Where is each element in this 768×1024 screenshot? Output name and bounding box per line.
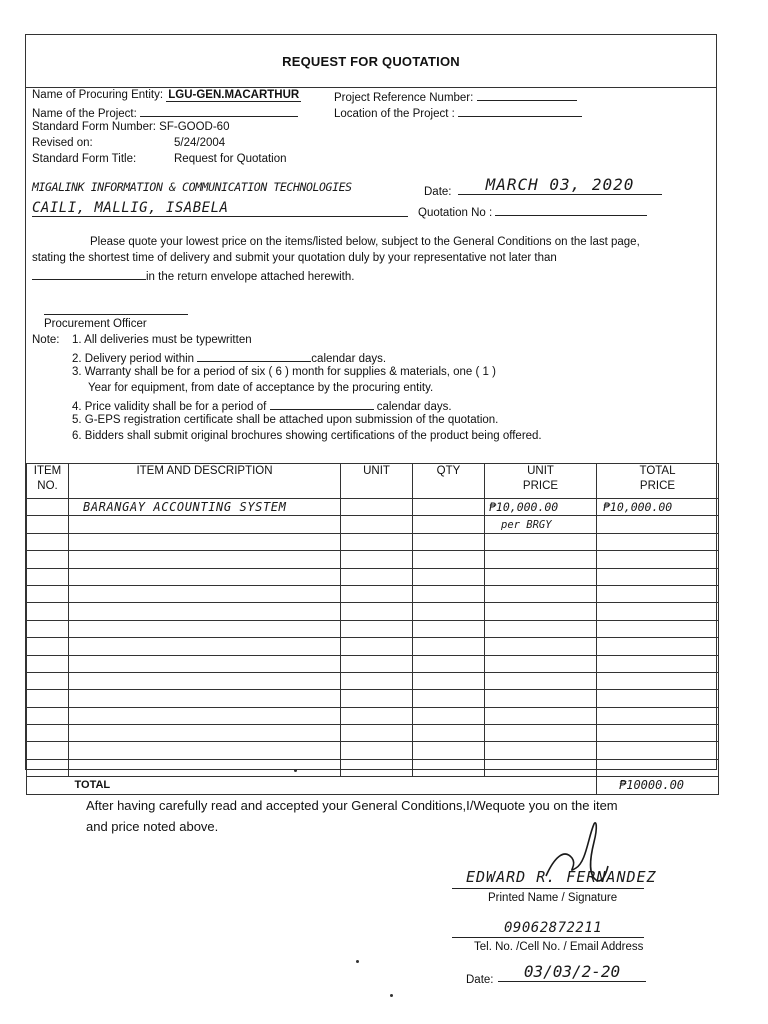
quotation-no-row — [418, 204, 647, 219]
supplier-address: CAILI, MALLIG, ISABELA — [32, 200, 408, 217]
project-location-row — [334, 105, 582, 120]
phone-number: 09062872211 — [504, 920, 603, 936]
procurement-officer-label: Procurement Officer — [44, 318, 147, 330]
note-2: 2. Delivery period within — [72, 353, 195, 365]
header-unit-price-text: UNIT PRICE — [522, 465, 559, 492]
procuring-entity-row — [32, 89, 301, 102]
project-reference-field[interactable] — [477, 89, 577, 101]
empty-cell[interactable] — [413, 603, 485, 620]
total-label: TOTAL — [69, 777, 597, 794]
empty-cell[interactable] — [597, 638, 719, 655]
rfq-date-value: MARCH 03, 2020 — [458, 175, 662, 195]
empty-cell[interactable] — [341, 742, 413, 759]
standard-form-title-label: Standard Form Title: — [32, 153, 137, 165]
empty-cell[interactable] — [341, 585, 413, 602]
table-row — [27, 551, 719, 568]
header-description — [69, 464, 341, 499]
table-row — [27, 516, 719, 533]
delivery-period-field[interactable] — [197, 350, 311, 362]
empty-cell[interactable] — [485, 707, 597, 724]
unit-cell[interactable] — [341, 499, 413, 516]
empty-cell[interactable] — [485, 690, 597, 707]
empty-cell[interactable] — [27, 568, 69, 585]
header-unit-price — [485, 464, 597, 499]
empty-cell[interactable] — [597, 620, 719, 637]
empty-cell[interactable] — [69, 742, 341, 759]
empty-cell[interactable] — [69, 759, 341, 776]
empty-cell[interactable] — [69, 585, 341, 602]
empty-cell[interactable] — [27, 672, 69, 689]
empty-cell[interactable] — [597, 655, 719, 672]
item-no-cell[interactable] — [27, 499, 69, 516]
instruction-line-1: Please quote your lowest price on the items/listed below, subject to the General Conditions on the last page, — [90, 236, 640, 248]
procuring-entity-label: Name of Procuring Entity: — [32, 89, 164, 101]
supplier-name: MIGALINK INFORMATION & COMMUNICATION TECHNOLOGIES — [32, 180, 352, 194]
revised-on-label: Revised on: — [32, 137, 93, 149]
empty-cell[interactable] — [27, 725, 69, 742]
empty-cell[interactable] — [597, 725, 719, 742]
procuring-entity-value: LGU-GEN.MACARTHUR — [168, 89, 300, 101]
empty-cell[interactable] — [485, 725, 597, 742]
empty-cell[interactable] — [597, 603, 719, 620]
empty-cell[interactable] — [69, 533, 341, 550]
note-2-row — [72, 350, 386, 365]
empty-cell[interactable] — [27, 551, 69, 568]
empty-cell[interactable] — [341, 551, 413, 568]
empty-cell[interactable] — [413, 742, 485, 759]
empty-cell[interactable] — [413, 690, 485, 707]
unit-cell[interactable] — [341, 516, 413, 533]
paper-speck — [356, 960, 359, 963]
table-row — [27, 707, 719, 724]
empty-cell[interactable] — [485, 585, 597, 602]
empty-cell[interactable] — [485, 533, 597, 550]
empty-cell[interactable] — [69, 655, 341, 672]
empty-cell[interactable] — [413, 620, 485, 637]
header-unit-text: UNIT — [363, 465, 390, 477]
total-price-cell[interactable] — [597, 516, 719, 533]
empty-cell[interactable] — [27, 655, 69, 672]
deadline-field[interactable] — [32, 268, 146, 280]
empty-cell[interactable] — [597, 585, 719, 602]
note-3-continued: Year for equipment, from date of acceptance by the procuring entity. — [88, 382, 434, 394]
empty-cell[interactable] — [413, 672, 485, 689]
qty-cell[interactable] — [413, 499, 485, 516]
empty-cell[interactable] — [341, 759, 413, 776]
table-row — [27, 533, 719, 550]
table-row — [27, 655, 719, 672]
total-row — [27, 777, 719, 794]
header-total-price-text: TOTAL PRICE — [639, 465, 676, 492]
empty-cell[interactable] — [27, 585, 69, 602]
printed-name-label: Printed Name / Signature — [488, 892, 618, 904]
header-unit — [341, 464, 413, 499]
date-label: Date: — [424, 186, 452, 198]
empty-cell[interactable] — [413, 551, 485, 568]
table-row — [27, 603, 719, 620]
table-row — [27, 725, 719, 742]
empty-cell[interactable] — [69, 603, 341, 620]
empty-cell[interactable] — [69, 690, 341, 707]
table-row — [27, 742, 719, 759]
instruction-line-2: stating the shortest time of delivery and submit your quotation duly by your representative not later than — [32, 252, 557, 264]
table-row — [27, 759, 719, 776]
empty-cell[interactable] — [597, 690, 719, 707]
project-location-label: Location of the Project : — [334, 108, 455, 120]
empty-cell[interactable] — [27, 759, 69, 776]
total-value[interactable]: ₱10000.00 — [597, 777, 719, 794]
signed-date-value: 03/03/2-20 — [498, 962, 646, 982]
empty-cell[interactable] — [27, 707, 69, 724]
empty-cell[interactable] — [485, 603, 597, 620]
acceptance-line-1: After having carefully read and accepted your General Conditions,I/Wequote you on the item — [86, 798, 618, 813]
note-4: 4. Price validity shall be for a period of — [72, 401, 267, 413]
table-row — [27, 585, 719, 602]
project-reference-label: Project Reference Number: — [334, 92, 474, 104]
empty-cell[interactable] — [27, 603, 69, 620]
empty-cell[interactable] — [341, 568, 413, 585]
project-reference-row — [334, 89, 577, 104]
printed-name-line — [452, 888, 644, 889]
officer-signature-line — [44, 314, 188, 315]
header-qty-text: QTY — [436, 465, 461, 477]
empty-cell[interactable] — [341, 690, 413, 707]
empty-cell[interactable] — [341, 672, 413, 689]
empty-cell[interactable] — [413, 533, 485, 550]
note-4-row — [72, 398, 452, 413]
note-label: Note: — [32, 334, 60, 346]
table-row — [27, 620, 719, 637]
revised-on-value: 5/24/2004 — [174, 137, 226, 149]
description-cell[interactable]: BARANGAY ACCOUNTING SYSTEM — [69, 499, 341, 516]
empty-cell[interactable] — [597, 533, 719, 550]
empty-cell[interactable] — [341, 725, 413, 742]
empty-cell[interactable] — [413, 655, 485, 672]
empty-cell[interactable] — [69, 672, 341, 689]
empty-cell[interactable] — [69, 638, 341, 655]
empty-cell[interactable] — [485, 638, 597, 655]
signed-date-label: Date: — [466, 974, 494, 986]
paper-speck — [390, 994, 393, 997]
empty-cell[interactable] — [69, 707, 341, 724]
empty-cell[interactable] — [413, 759, 485, 776]
empty-cell[interactable] — [597, 742, 719, 759]
note-4-suffix: calendar days. — [376, 401, 452, 413]
empty-cell[interactable] — [597, 759, 719, 776]
table-row — [27, 499, 719, 516]
printed-name: EDWARD R. FERNANDEZ — [466, 868, 657, 886]
empty-cell[interactable] — [485, 759, 597, 776]
items-table — [26, 463, 719, 795]
empty-cell[interactable] — [597, 707, 719, 724]
note-3: 3. Warranty shall be for a period of six ( 6 ) month for supplies & materials, one ( 1 ) — [72, 366, 496, 378]
empty-cell[interactable] — [69, 568, 341, 585]
empty-cell[interactable] — [27, 742, 69, 759]
total-spacer — [27, 777, 69, 794]
empty-cell[interactable] — [27, 620, 69, 637]
table-row — [27, 568, 719, 585]
header-total-price — [597, 464, 719, 499]
note-6: 6. Bidders shall submit original brochures showing certifications of the product being offered. — [72, 430, 542, 442]
empty-cell[interactable] — [69, 551, 341, 568]
empty-cell[interactable] — [341, 533, 413, 550]
table-row — [27, 690, 719, 707]
note-1: 1. All deliveries must be typewritten — [72, 334, 252, 346]
empty-cell[interactable] — [485, 742, 597, 759]
empty-cell[interactable] — [69, 725, 341, 742]
empty-cell[interactable] — [413, 568, 485, 585]
empty-cell[interactable] — [485, 672, 597, 689]
acceptance-line-2: and price noted above. — [86, 819, 219, 834]
header-qty — [413, 464, 485, 499]
empty-cell[interactable] — [27, 690, 69, 707]
item-no-cell[interactable] — [27, 516, 69, 533]
header-item-no — [27, 464, 69, 499]
empty-cell[interactable] — [27, 638, 69, 655]
table-row — [27, 672, 719, 689]
project-name-field[interactable] — [140, 105, 298, 117]
empty-cell[interactable] — [597, 568, 719, 585]
table-header-row — [27, 464, 719, 499]
empty-cell[interactable] — [485, 568, 597, 585]
project-name-label: Name of the Project: — [32, 108, 137, 120]
project-name-row — [32, 105, 298, 120]
empty-cell[interactable] — [597, 672, 719, 689]
empty-cell[interactable] — [485, 551, 597, 568]
empty-cell[interactable] — [341, 620, 413, 637]
empty-cell[interactable] — [413, 725, 485, 742]
rfq-form — [25, 34, 717, 793]
phone-line — [452, 937, 644, 938]
project-location-field[interactable] — [458, 105, 582, 117]
standard-form-title-value: Request for Quotation — [174, 153, 287, 165]
form-title: REQUEST FOR QUOTATION — [26, 35, 716, 88]
price-validity-field[interactable] — [270, 398, 374, 410]
empty-cell[interactable] — [27, 533, 69, 550]
instruction-line-3: in the return envelope attached herewith. — [146, 271, 355, 283]
empty-cell[interactable] — [341, 603, 413, 620]
unit-price-cell[interactable]: ₱10,000.00 — [485, 499, 597, 516]
note-2-suffix: calendar days. — [311, 353, 387, 365]
quotation-no-label: Quotation No : — [418, 207, 493, 219]
empty-cell[interactable] — [413, 585, 485, 602]
phone-label: Tel. No. /Cell No. / Email Address — [474, 941, 644, 953]
header-description-text: ITEM AND DESCRIPTION — [136, 465, 273, 477]
empty-cell[interactable] — [485, 655, 597, 672]
empty-cell[interactable] — [485, 620, 597, 637]
empty-cell[interactable] — [597, 551, 719, 568]
standard-form-number: Standard Form Number: SF-GOOD-60 — [32, 121, 230, 133]
quotation-no-field[interactable] — [495, 204, 647, 216]
table-row — [27, 638, 719, 655]
paper-speck — [294, 769, 297, 772]
empty-cell[interactable] — [69, 620, 341, 637]
empty-cell[interactable] — [413, 707, 485, 724]
qty-cell[interactable] — [413, 516, 485, 533]
header-item-no-text: ITEM NO. — [33, 465, 62, 492]
total-price-cell[interactable]: ₱10,000.00 — [597, 499, 719, 516]
empty-cell[interactable] — [413, 638, 485, 655]
empty-cell[interactable] — [341, 655, 413, 672]
note-5: 5. G-EPS registration certificate shall be attached upon submission of the quotation. — [72, 414, 499, 426]
empty-cell[interactable] — [341, 638, 413, 655]
unit-price-cell[interactable]: per BRGY — [485, 516, 597, 533]
instruction-line-3-row — [32, 268, 354, 283]
description-cell[interactable] — [69, 516, 341, 533]
empty-cell[interactable] — [341, 707, 413, 724]
